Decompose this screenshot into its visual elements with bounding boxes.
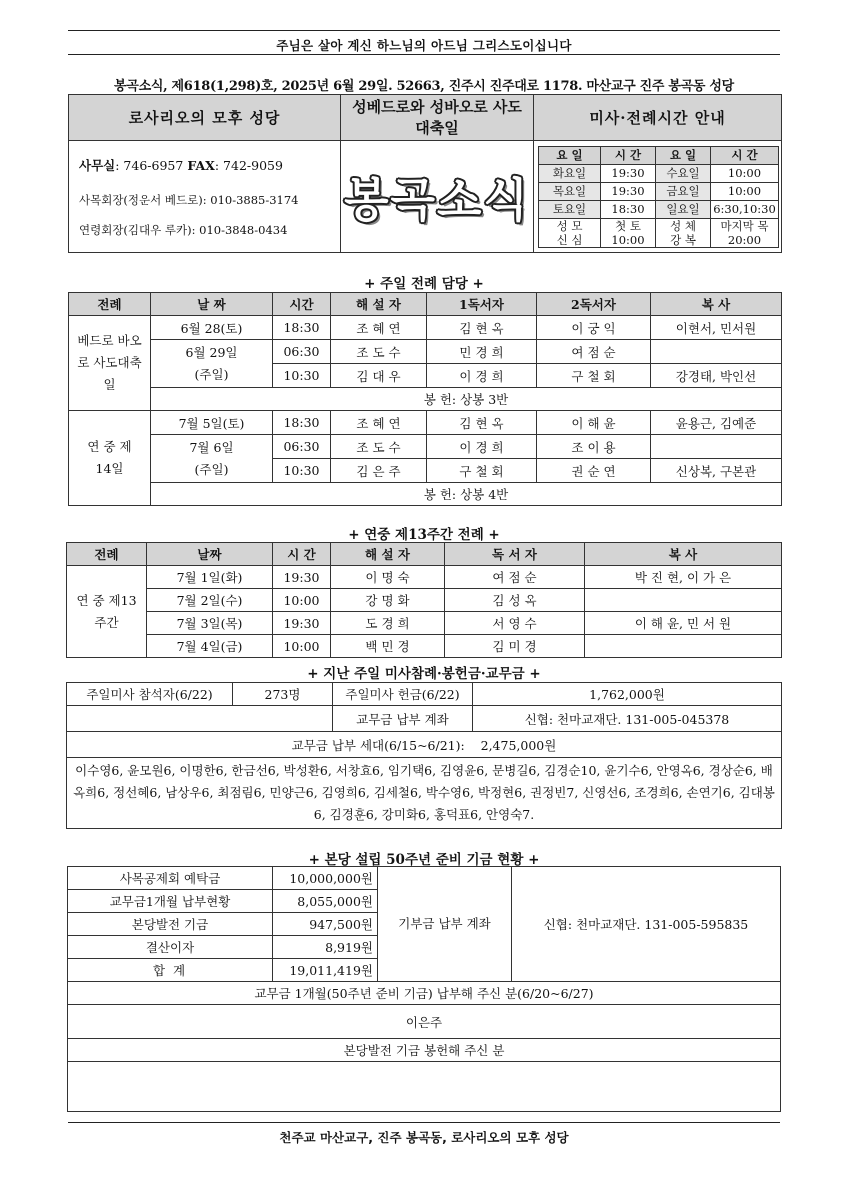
dev-fund-title: 본당발전 기금 봉헌해 주신 분: [68, 1039, 781, 1062]
first-saturday-time: 10:00: [611, 232, 645, 247]
fund-item-amount: 10,000,000원: [273, 867, 378, 890]
dev-fund-names: [68, 1062, 781, 1112]
commentator: 조 혜 연: [331, 411, 427, 435]
logo-cell: [341, 141, 534, 253]
mass-times-title: 미사·전례시간 안내: [534, 95, 782, 141]
mass-time: 06:30: [273, 340, 331, 364]
fund-item-label: 교무금1개월 납부현황: [68, 890, 273, 913]
col-liturgy: 전례: [67, 543, 147, 566]
mass-time: 6:30,10:30: [711, 200, 779, 218]
col-time: 시간: [273, 293, 331, 316]
donation-account-label: 기부금 납부 계좌: [378, 867, 512, 982]
fund-item-label: 사목공제회 예탁금: [68, 867, 273, 890]
sunday-date: 7월 6일 (주일): [151, 435, 273, 483]
dues-account: 신협: 천마교재단. 131-005-045378: [473, 706, 782, 732]
reader1: 이 경 희: [427, 364, 537, 388]
devotion-cell: [539, 218, 601, 247]
reader1: 이 경 희: [427, 435, 537, 459]
reader: 여 점 순: [445, 566, 585, 589]
offering-group: 봉 헌: 상봉 4반: [151, 483, 782, 506]
dues-payer-names: 이수영6, 윤모원6, 이명한6, 한금선6, 박성환6, 서창효6, 임기택6, 김영윤6, 문병길6, 김경순10, 윤기수6, 안영옥6, 경상순6, 배옥희6, 정선혜6, 남상우6, 최점림6, 민양근6, 김영희6, 김세철6, 박수영6, 박정현6, 권정빈7, 신영선6, 조경희6, 손연기6, 김대봉6, 김경훈6, 강미화6, 홍덕표6, 안영숙7.: [67, 758, 782, 829]
mass-day: 일요일: [656, 200, 711, 218]
last-thursday-label: 마지막 목: [720, 218, 769, 233]
attendance-label: 주일미사 참석자(6/22): [67, 683, 233, 706]
reader: 서 영 수: [445, 612, 585, 635]
weekday-liturgy-table: [66, 542, 782, 658]
fund-item-amount: 8,919원: [273, 936, 378, 959]
col-servers: 복 사: [651, 293, 782, 316]
commentator: 도 경 희: [331, 612, 445, 635]
footer-text: 천주교 마산교구, 진주 봉곡동, 로사리오의 모후 성당: [279, 1130, 569, 1145]
fund-item-amount: 8,055,000원: [273, 890, 378, 913]
reader1: 김 현 옥: [427, 411, 537, 435]
servers: [585, 635, 782, 658]
col-commentator: 해 설 자: [331, 543, 445, 566]
reader2: 권 순 연: [537, 459, 651, 483]
commentator: 조 혜 연: [331, 316, 427, 340]
attendance-value: 273명: [233, 683, 333, 706]
reader1: 구 철 회: [427, 459, 537, 483]
offerings-table: [66, 682, 782, 829]
issue-line: 봉곡소식, 제618(1,298)호, 2025년 6월 29일. 52663, 진주시 진주대로 1178. 마산교구 진주 봉곡동 성당: [114, 79, 734, 94]
mass-day: 수요일: [656, 164, 711, 182]
motto: 주님은 살아 계신 하느님의 아드님 그리스도이십니다: [276, 38, 572, 53]
benediction-label-b: 강 복: [670, 232, 696, 247]
mass-time: 10:00: [711, 182, 779, 200]
reader2: 이 해 윤: [537, 411, 651, 435]
dues-account-label: 교무금 납부 계좌: [333, 706, 473, 732]
mass-day: 목요일: [539, 182, 601, 200]
banner-table: [68, 94, 782, 253]
mass-time: 10:00: [711, 164, 779, 182]
fund-item-amount: 947,500원: [273, 913, 378, 936]
fund-item-label: 결산이자: [68, 936, 273, 959]
elder-head: 연령회장(김대우 루카): 010-3848-0434: [79, 222, 288, 237]
weekday-time: 10:00: [273, 589, 331, 612]
dues-households-label: 교무금 납부 세대(6/15~6/21):: [291, 737, 465, 753]
offerings-title: + 지난 주일 미사참례·봉헌금·교무금 +: [307, 666, 541, 682]
mass-day: 토요일: [539, 200, 601, 218]
fund-total-amount: 19,011,419원: [273, 959, 378, 982]
devotion-label-b: 신 심: [556, 232, 583, 247]
servers: 신상복, 구본관: [651, 459, 782, 483]
contact-block: [69, 141, 341, 253]
council-head: 사목회장(정운서 베드로): 010-3885-3174: [79, 192, 299, 207]
mass-day: 화요일: [539, 164, 601, 182]
office-label: 사무실: [79, 157, 116, 173]
mass-time: 18:30: [273, 316, 331, 340]
col-commentator: 해 설 자: [331, 293, 427, 316]
offering-group: 봉 헌: 상봉 3반: [151, 388, 782, 411]
reader2: 여 점 순: [537, 340, 651, 364]
servers: 윤용근, 김예준: [651, 411, 782, 435]
mass-time: 18:30: [601, 200, 656, 218]
blank-cell: [67, 706, 333, 732]
col-date: 날 짜: [151, 293, 273, 316]
sunday-liturgy-title: + 주일 전례 담당 +: [364, 276, 484, 292]
saturday-date: 7월 5일(토): [151, 411, 273, 435]
footer-rule: [68, 1122, 780, 1123]
servers: [651, 435, 782, 459]
fund-dues-title: 교무금 1개월(50주년 준비 기금) 납부해 주신 분(6/20~6/27): [68, 982, 781, 1005]
offering-value: 1,762,000원: [473, 683, 782, 706]
weekday-date: 7월 4일(금): [147, 635, 273, 658]
fund-table: [67, 866, 781, 1112]
col-reader: 독 서 자: [445, 543, 585, 566]
col-servers: 복 사: [585, 543, 782, 566]
fax-label: FAX: [187, 157, 215, 173]
fax-number: : 742-9059: [214, 157, 283, 173]
fund-total-label: 합 계: [68, 959, 273, 982]
first-saturday-label: 첫 토: [615, 218, 641, 233]
office-phone: : 746-6957: [115, 157, 184, 173]
reader2: 조 이 용: [537, 435, 651, 459]
first-saturday-cell: [601, 218, 656, 247]
liturgy-group-name: 연 중 제14일: [69, 411, 151, 506]
commentator: 강 명 화: [331, 589, 445, 612]
servers: [585, 589, 782, 612]
servers: 이현서, 민서원: [651, 316, 782, 340]
col-reader2: 2독서자: [537, 293, 651, 316]
fund-item-label: 본당발전 기금: [68, 913, 273, 936]
commentator: 백 민 경: [331, 635, 445, 658]
mass-header-time2: 시 간: [711, 146, 779, 164]
mass-header-time1: 시 간: [601, 146, 656, 164]
weekday-time: 19:30: [273, 566, 331, 589]
church-name: 로사리오의 모후 성당: [69, 95, 341, 141]
reader2: 이 궁 익: [537, 316, 651, 340]
servers: 박 진 현, 이 가 은: [585, 566, 782, 589]
offering-label: 주일미사 헌금(6/22): [333, 683, 473, 706]
last-thursday-cell: [711, 218, 779, 247]
last-thursday-time: 20:00: [727, 232, 762, 247]
donation-account: 신협: 천마교재단. 131-005-595835: [512, 867, 781, 982]
mass-time: 18:30: [273, 411, 331, 435]
mass-header-day1: 요 일: [539, 146, 601, 164]
servers: 이 해 윤, 민 서 원: [585, 612, 782, 635]
col-date: 날짜: [147, 543, 273, 566]
feast-title: 성베드로와 성바오로 사도 대축일: [341, 95, 534, 141]
benediction-label-a: 성 체: [670, 218, 696, 233]
mass-schedule-cell: [534, 141, 782, 253]
dues-households: [67, 732, 782, 758]
reader: 김 미 경: [445, 635, 585, 658]
dues-households-amount: 2,475,000원: [480, 737, 557, 753]
commentator: 조 도 수: [331, 435, 427, 459]
mass-time: 06:30: [273, 435, 331, 459]
devotion-label-a: 성 모: [556, 218, 583, 233]
weekday-liturgy-title: + 연중 제13주간 전례 +: [348, 527, 500, 543]
weekday-group-name: 연 중 제13주간: [67, 566, 147, 658]
commentator: 김 은 주: [331, 459, 427, 483]
reader1: 김 현 옥: [427, 316, 537, 340]
col-reader1: 1독서자: [427, 293, 537, 316]
fund-dues-names: 이은주: [68, 1005, 781, 1039]
motto-rule: [68, 54, 780, 55]
weekday-date: 7월 1일(화): [147, 566, 273, 589]
mass-day: 금요일: [656, 182, 711, 200]
weekday-time: 19:30: [273, 612, 331, 635]
servers: 강경태, 박인선: [651, 364, 782, 388]
benediction-cell: [656, 218, 711, 247]
col-time: 시 간: [273, 543, 331, 566]
weekday-time: 10:00: [273, 635, 331, 658]
mass-time: 19:30: [601, 164, 656, 182]
reader: 김 성 옥: [445, 589, 585, 612]
servers: [651, 340, 782, 364]
sunday-liturgy-table: [68, 292, 782, 506]
weekday-date: 7월 3일(목): [147, 612, 273, 635]
newsletter-logo: 봉곡소식: [344, 172, 530, 227]
mass-schedule-table: [538, 146, 779, 248]
mass-time: 10:30: [273, 364, 331, 388]
mass-header-day2: 요 일: [656, 146, 711, 164]
reader2: 구 철 회: [537, 364, 651, 388]
fund-title: + 본당 설립 50주년 준비 기금 현황 +: [308, 852, 540, 868]
mass-time: 10:30: [273, 459, 331, 483]
top-rule: [68, 30, 780, 31]
liturgy-group-name: 베드로 바오로 사도대축일: [69, 316, 151, 411]
col-liturgy: 전례: [69, 293, 151, 316]
mass-time: 19:30: [601, 182, 656, 200]
weekday-date: 7월 2일(수): [147, 589, 273, 612]
sunday-date: 6월 29일 (주일): [151, 340, 273, 388]
commentator: 이 명 숙: [331, 566, 445, 589]
saturday-date: 6월 28(토): [151, 316, 273, 340]
commentator: 김 대 우: [331, 364, 427, 388]
reader1: 민 경 희: [427, 340, 537, 364]
commentator: 조 도 수: [331, 340, 427, 364]
